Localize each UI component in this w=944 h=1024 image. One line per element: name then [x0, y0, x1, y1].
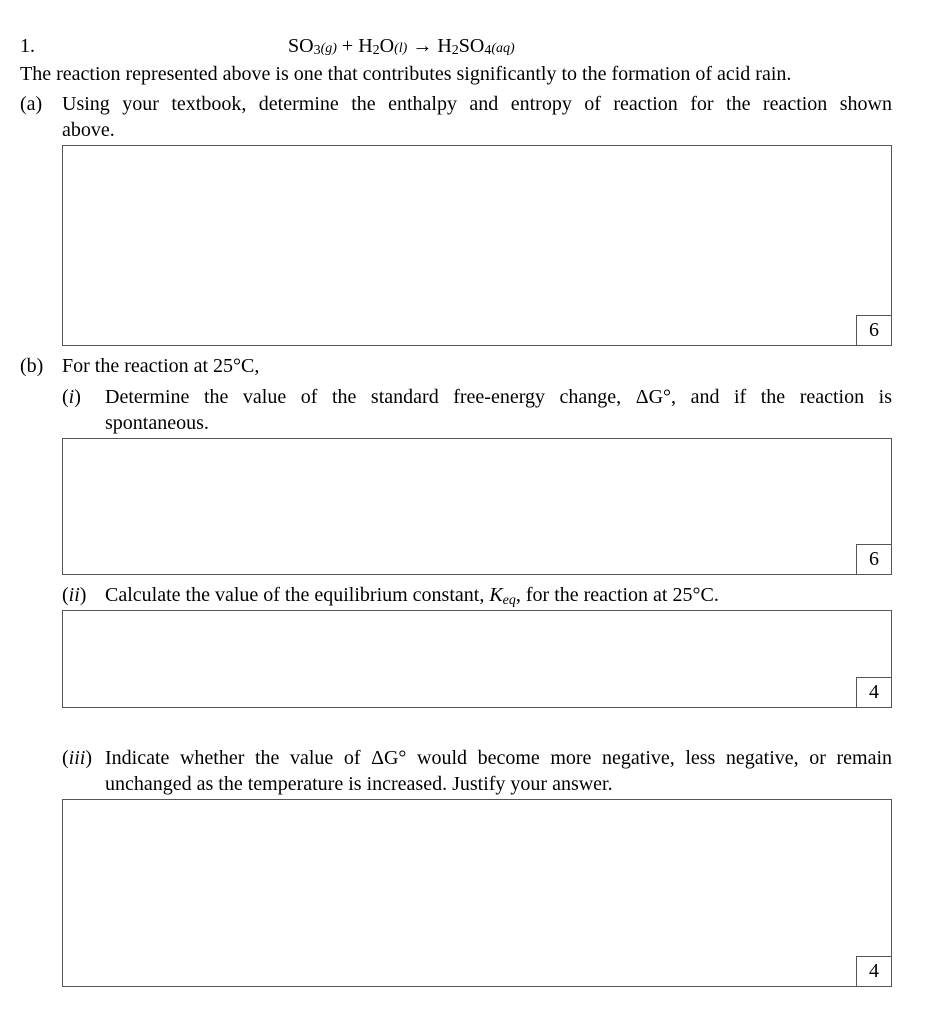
keq-subscript: eq — [502, 593, 516, 608]
sub-i-answer-box[interactable] — [62, 438, 892, 575]
sub-iii-label: (iii) — [62, 747, 93, 769]
sub-ii-label: (ii) — [62, 584, 87, 606]
sub-iii-answer-box[interactable] — [62, 799, 892, 987]
sub-iii-text-line1: Indicate whether the value of ΔG° would become more negative, less negative, or remain — [105, 747, 892, 769]
sub-i-label: (i) — [62, 386, 81, 408]
sub-iii-text-line2: unchanged as the temperature is increased. Justify your answer. — [105, 773, 613, 795]
sub-i-text-line2: spontaneous. — [105, 412, 209, 434]
sub-iii-marks: 4 — [856, 956, 892, 987]
sub-ii-answer-box[interactable] — [62, 610, 892, 708]
part-a-text-line1: Using your textbook, determine the enthalpy and entropy of reaction for the reaction shown — [62, 93, 892, 115]
part-a-label: (a) — [20, 93, 43, 115]
keq-symbol: K — [489, 584, 503, 606]
sub-ii-text: Calculate the value of the equilibrium constant, $K_{eq}$, for the reaction at 25°C. — [105, 584, 719, 608]
part-a-marks: 6 — [856, 315, 892, 346]
sub-ii-marks: 4 — [856, 677, 892, 708]
sub-i-marks: 6 — [856, 544, 892, 575]
question-number: 1. — [20, 35, 35, 57]
part-b-text: For the reaction at 25°C, — [62, 355, 260, 377]
chemical-equation: $SO_3(g) + H_2O(l) \to H_2SO_4(aq)$ — [288, 35, 515, 58]
sub-i-text-line1: Determine the value of the standard free-energy change, ΔG°, and if the reaction is — [105, 386, 892, 408]
part-a-text-line2: above. — [62, 119, 115, 141]
question-intro: The reaction represented above is one that contributes significantly to the formation of acid rain. — [20, 63, 792, 85]
part-a-answer-box[interactable] — [62, 145, 892, 346]
part-b-label: (b) — [20, 355, 44, 377]
